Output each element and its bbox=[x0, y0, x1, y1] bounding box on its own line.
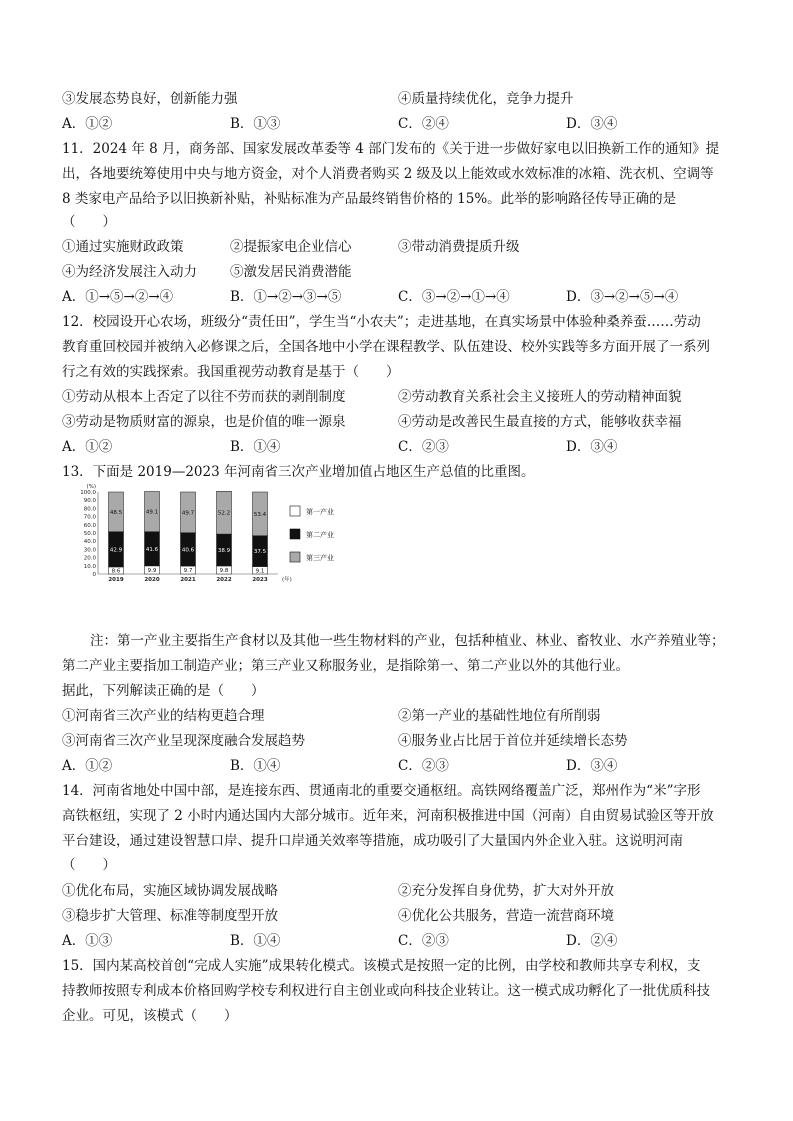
choice-d[interactable]: D．③④ bbox=[566, 116, 618, 132]
data-label: 40.6 bbox=[181, 547, 195, 554]
q13-item: ②第一产业的基础性地位有所削弱 bbox=[398, 708, 601, 724]
q13-choice-a[interactable]: A．①② bbox=[62, 758, 113, 774]
data-label: 9.8 bbox=[219, 567, 229, 574]
x-tick-label: 2021 bbox=[180, 577, 196, 583]
y-tick-label: 60.0 bbox=[83, 522, 96, 529]
y-tick-label: 30.0 bbox=[83, 547, 96, 554]
y-tick-label: 80.0 bbox=[83, 506, 96, 513]
y-tick-label: 100.0 bbox=[80, 490, 96, 496]
q11-item: ④为经济发展注入动力 bbox=[62, 264, 197, 280]
q11-item: ①通过实施财政政策 bbox=[62, 239, 184, 255]
q12-item: ①劳动从根本上否定了以往不劳而获的剥削制度 bbox=[62, 389, 346, 405]
q14-choice-b[interactable]: B．①④ bbox=[230, 933, 281, 949]
q13-question: 据此，下列解读正确的是（ ） bbox=[62, 683, 265, 699]
data-label: 49.7 bbox=[181, 510, 195, 517]
x-unit-label: (年) bbox=[282, 577, 292, 583]
y-unit-label: (%) bbox=[86, 484, 96, 490]
y-tick-label: 70.0 bbox=[83, 514, 96, 521]
x-tick-label: 2020 bbox=[144, 577, 160, 583]
choice-b[interactable]: B．①③ bbox=[230, 116, 281, 132]
q13-item: ③河南省三次产业呈现深度融合发展趋势 bbox=[62, 733, 305, 749]
x-tick-label: 2022 bbox=[216, 577, 232, 583]
q13-note-line: 第二产业主要指加工制造产业；第三产业又称服务业，是指除第一、第二产业以外的其他行业。 bbox=[62, 658, 629, 674]
q14-stem-line: 14．河南省地处中国中部，是连接东西、贯通南北的重要交通枢纽。高铁网络覆盖广泛，郑州作为“米”字形 bbox=[62, 783, 701, 799]
q12-choice-c[interactable]: C．②③ bbox=[398, 439, 449, 455]
data-label: 8.6 bbox=[111, 568, 121, 575]
q11-item: ③带动消费提质升级 bbox=[398, 239, 520, 255]
y-tick-label: 40.0 bbox=[83, 539, 96, 546]
y-tick-label: 0 bbox=[92, 572, 96, 578]
q11-choice-a[interactable]: A．①→⑤→②→④ bbox=[62, 289, 174, 305]
q11-choice-b[interactable]: B．①→②→③→⑤ bbox=[230, 289, 342, 305]
q14-stem-line: 高铁枢纽，实现了 2 小时内通达国内大部分城市。近年来，河南积极推进中国（河南）自由贸易试验区等开放 bbox=[62, 808, 714, 824]
option-item-3: ③发展态势良好，创新能力强 bbox=[62, 91, 238, 107]
data-label: 53.4 bbox=[253, 511, 267, 518]
legend-label: 第一产业 bbox=[306, 508, 334, 516]
x-tick-label: 2023 bbox=[252, 577, 268, 583]
data-label: 9.9 bbox=[147, 567, 157, 574]
q12-choice-d[interactable]: D．③④ bbox=[566, 439, 618, 455]
q12-item: ②劳动教育关系社会主义接班人的劳动精神面貌 bbox=[398, 389, 682, 405]
data-label: 9.1 bbox=[255, 568, 265, 575]
q11-choice-c[interactable]: C．③→②→①→④ bbox=[398, 289, 510, 305]
q13-choice-b[interactable]: B．①④ bbox=[230, 758, 281, 774]
q13-item: ④服务业占比居于首位并延续增长态势 bbox=[398, 733, 628, 749]
y-tick-label: 10.0 bbox=[83, 563, 96, 570]
data-label: 41.6 bbox=[145, 546, 159, 553]
y-tick-label: 50.0 bbox=[83, 531, 96, 537]
q13-item: ①河南省三次产业的结构更趋合理 bbox=[62, 708, 265, 724]
q14-item: ①优化布局，实施区域协调发展战略 bbox=[62, 883, 278, 899]
q14-item: ③稳步扩大管理、标准等制度型开放 bbox=[62, 908, 278, 924]
q14-choice-d[interactable]: D．②④ bbox=[566, 933, 618, 949]
option-item-4: ④质量持续优化，竞争力提升 bbox=[398, 91, 574, 107]
q11-stem-line: 11．2024 年 8 月，商务部、国家发展改革委等 4 部门发布的《关于进一步做好家电以旧换新工作的通知》提 bbox=[62, 141, 720, 157]
q12-choice-a[interactable]: A．①② bbox=[62, 439, 113, 455]
q11-item: ⑤激发居民消费潜能 bbox=[230, 264, 352, 280]
x-tick-label: 2019 bbox=[108, 577, 124, 583]
q11-answer-blank: （ ） bbox=[62, 214, 116, 230]
choice-c[interactable]: C．②④ bbox=[398, 116, 449, 132]
q12-stem-line: 行之有效的实践探索。我国重视劳动教育是基于（ ） bbox=[62, 364, 400, 380]
q12-item: ④劳动是改善民生最直接的方式，能够收获幸福 bbox=[398, 414, 682, 430]
q12-item: ③劳动是物质财富的源泉，也是价值的唯一源泉 bbox=[62, 414, 346, 430]
q15-stem-line: 持教师按照专利成本价格回购学校专利权进行自主创业或向科技企业转让。这一模式成功孵化了一批优质科技 bbox=[62, 983, 710, 999]
q14-choice-a[interactable]: A．①③ bbox=[62, 933, 113, 949]
industry-share-chart bbox=[68, 484, 368, 596]
q12-choice-b[interactable]: B．①④ bbox=[230, 439, 281, 455]
q13-choice-d[interactable]: D．③④ bbox=[566, 758, 618, 774]
q13-note-line: 注：第一产业主要指生产食材以及其他一些生物材料的产业，包括种植业、林业、畜牧业、水产养殖业等； bbox=[90, 633, 725, 649]
data-label: 52.2 bbox=[217, 510, 231, 517]
q13-choice-c[interactable]: C．②③ bbox=[398, 758, 449, 774]
legend-swatch bbox=[290, 506, 300, 516]
legend-swatch bbox=[290, 552, 300, 562]
q11-item: ②提振家电企业信心 bbox=[230, 239, 352, 255]
y-tick-label: 90.0 bbox=[83, 498, 96, 505]
q11-stem-line: 8 类家电产品给予以旧换新补贴，补贴标准为产品最终销售价格的 15%。此举的影响路径传导正确的是 bbox=[62, 191, 677, 207]
data-label: 48.5 bbox=[109, 509, 123, 516]
y-tick-label: 20.0 bbox=[83, 555, 96, 562]
q11-stem-line: 出，各地要统筹使用中央与地方资金，对个人消费者购买 2 级及以上能效或水效标准的冰箱、洗衣机、空调等 bbox=[62, 166, 714, 182]
q12-stem-line: 教育重回校园并被纳入必修课之后，全国各地中小学在课程教学、队伍建设、校外实践等多方面开展了一系列 bbox=[62, 339, 710, 355]
q14-stem-line: 平台建设，通过建设智慧口岸、提升口岸通关效率等措施，成功吸引了大量国内外企业入驻。这说明河南 bbox=[62, 833, 683, 849]
q14-item: ④优化公共服务，营造一流营商环境 bbox=[398, 908, 614, 924]
q15-stem-line: 企业。可见，该模式（ ） bbox=[62, 1008, 238, 1024]
q11-choice-d[interactable]: D．③→②→⑤→④ bbox=[566, 289, 679, 305]
data-label: 37.5 bbox=[253, 549, 267, 556]
q13-stem: 13．下面是 2019—2023 年河南省三次产业增加值占地区生产总值的比重图。 bbox=[62, 464, 535, 480]
data-label: 9.7 bbox=[183, 568, 193, 575]
data-label: 38.9 bbox=[217, 548, 231, 555]
data-label: 42.9 bbox=[109, 547, 123, 554]
q14-choice-c[interactable]: C．②③ bbox=[398, 933, 449, 949]
legend-label: 第三产业 bbox=[306, 554, 334, 562]
q14-item: ②充分发挥自身优势，扩大对外开放 bbox=[398, 883, 614, 899]
data-label: 49.1 bbox=[145, 509, 159, 516]
q15-stem-line: 15．国内某高校首创“完成人实施”成果转化模式。该模式是按照一定的比例，由学校和教师共享专利权，支 bbox=[62, 958, 701, 974]
legend-label: 第二产业 bbox=[306, 531, 334, 539]
q12-stem-line: 12．校园设开心农场，班级分“责任田”，学生当“小农夫”；走进基地，在真实场景中体验种桑养蚕……劳动 bbox=[62, 314, 701, 330]
legend-swatch bbox=[290, 529, 300, 539]
q14-answer-blank: （ ） bbox=[62, 857, 116, 873]
choice-a[interactable]: A．①② bbox=[62, 116, 113, 132]
